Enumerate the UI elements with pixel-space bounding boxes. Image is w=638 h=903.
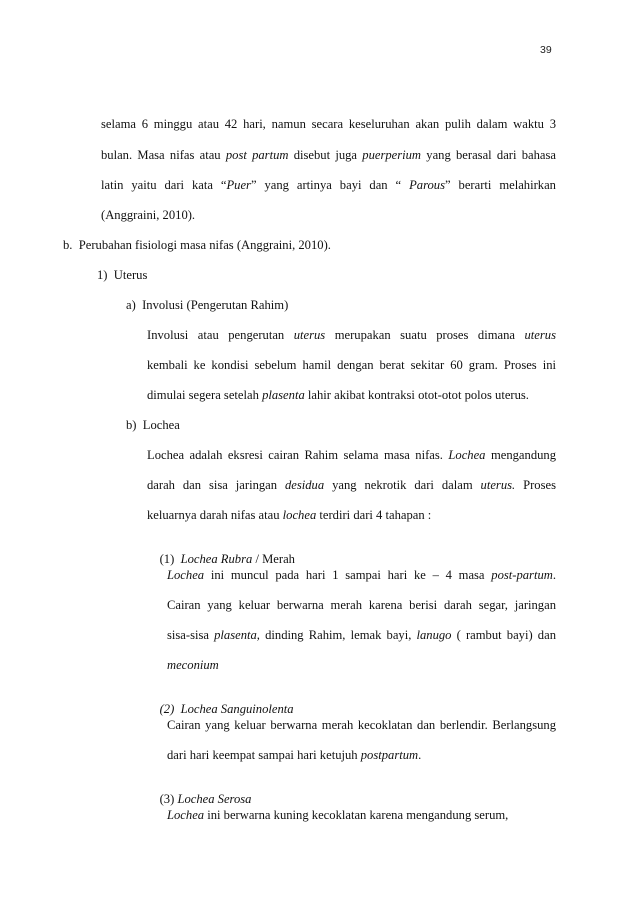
text-span: yang nekrotik dari dalam <box>324 478 481 492</box>
italic-term: meconium <box>167 658 219 672</box>
text-span: latin yaitu dari kata “ <box>101 178 227 192</box>
paragraph-line <box>147 328 556 342</box>
text-span: ini muncul pada hari 1 sampai hari ke – 4 masa <box>204 568 492 582</box>
italic-term: post partum <box>225 148 289 162</box>
italic-term: post-partum <box>491 568 553 582</box>
italic-term: lochea <box>282 508 317 522</box>
italic-term: uterus <box>293 328 326 342</box>
text-span: sisa-sisa <box>167 628 215 642</box>
text-span: ini berwarna kuning kecoklatan karena mengandung serum, <box>204 808 509 822</box>
text-span: ” yang artinya bayi dan “ <box>250 178 410 192</box>
italic-term: (2) Lochea Sanguinolenta <box>159 702 294 716</box>
text-span: Proses <box>515 478 556 492</box>
text-span: dimulai segera setelah <box>147 388 263 402</box>
subsection-heading: 1) Uterus <box>97 268 148 282</box>
text-span: mengandung <box>485 448 557 462</box>
italic-term: Puer <box>226 178 251 192</box>
text-span: ” berarti melahirkan <box>445 178 556 192</box>
paragraph-line <box>167 628 556 642</box>
paragraph-line <box>167 718 556 732</box>
text-span: keluarnya darah nifas atau <box>147 508 283 522</box>
text-span: Involusi atau pengerutan <box>147 328 294 342</box>
text-span: ( rambut bayi) dan <box>451 628 556 642</box>
italic-term: Lochea <box>448 448 486 462</box>
paragraph-line <box>167 598 556 612</box>
paragraph-line <box>147 388 529 402</box>
text-span: Cairan yang keluar berwarna merah kecoklatan dan berlendir. Berlangsung <box>167 718 556 732</box>
section-heading: b. Perubahan fisiologi masa nifas (Anggraini, 2010). <box>63 238 331 252</box>
text-span: bulan. Masa nifas atau <box>101 148 226 162</box>
text-span: selama 6 minggu atau 42 hari, namun secara keseluruhan akan pulih dalam waktu 3 <box>101 117 556 131</box>
italic-term: puerperium <box>362 148 422 162</box>
italic-term: uterus <box>524 328 556 342</box>
paragraph-line <box>147 358 556 372</box>
paragraph-line <box>147 448 556 462</box>
italic-term: lanugo <box>416 628 452 642</box>
text-span: . <box>418 748 422 762</box>
italic-term: desidua <box>284 478 325 492</box>
italic-term: Parous <box>409 178 445 192</box>
paragraph-line <box>101 148 556 162</box>
text-span: (3) <box>159 792 178 806</box>
page-number: 39 <box>540 44 552 56</box>
paragraph-line <box>101 117 556 131</box>
paragraph-line <box>101 208 195 222</box>
text-span: disebut juga <box>288 148 363 162</box>
paragraph-line <box>167 568 556 582</box>
text-span: dinding Rahim, lemak bayi, <box>259 628 417 642</box>
text-span: Cairan yang keluar berwarna merah karena berisi darah segar, jaringan <box>167 598 556 612</box>
italic-term: postpartum <box>360 748 419 762</box>
text-span: Lochea adalah eksresi cairan Rahim selama masa nifas. <box>147 448 449 462</box>
text-span: kembali ke kondisi sebelum hamil dengan berat sekitar 60 gram. Proses ini <box>147 358 556 372</box>
paragraph-line <box>101 178 556 192</box>
italic-term: plasenta, <box>214 628 260 642</box>
paragraph-line <box>167 748 421 762</box>
text-span: darah dan sisa jaringan <box>147 478 285 492</box>
item-heading: b) Lochea <box>126 418 180 432</box>
item-heading: a) Involusi (Pengerutan Rahim) <box>126 298 289 312</box>
paragraph-line <box>147 478 556 492</box>
italic-term: Lochea Rubra <box>180 552 253 566</box>
text-span: terdiri dari 4 tahapan : <box>316 508 432 522</box>
text-span: yang berasal dari bahasa <box>421 148 556 162</box>
paragraph-line <box>167 808 508 822</box>
paragraph-line <box>167 658 219 672</box>
text-span: merupakan suatu proses dimana <box>325 328 525 342</box>
text-span: dari hari keempat sampai hari ketujuh <box>167 748 361 762</box>
italic-term: Lochea Serosa <box>177 792 252 806</box>
italic-term: Lochea <box>167 808 205 822</box>
italic-term: uterus. <box>480 478 516 492</box>
text-span: lahir akibat kontraksi otot-otot polos uterus. <box>304 388 529 402</box>
text-span: . <box>552 568 556 582</box>
paragraph-line <box>147 508 431 522</box>
text-span: (1) <box>159 552 181 566</box>
text-span: (Anggraini, 2010). <box>101 208 196 222</box>
italic-term: Lochea <box>167 568 205 582</box>
italic-term: plasenta <box>262 388 305 402</box>
text-span: / Merah <box>252 552 295 566</box>
